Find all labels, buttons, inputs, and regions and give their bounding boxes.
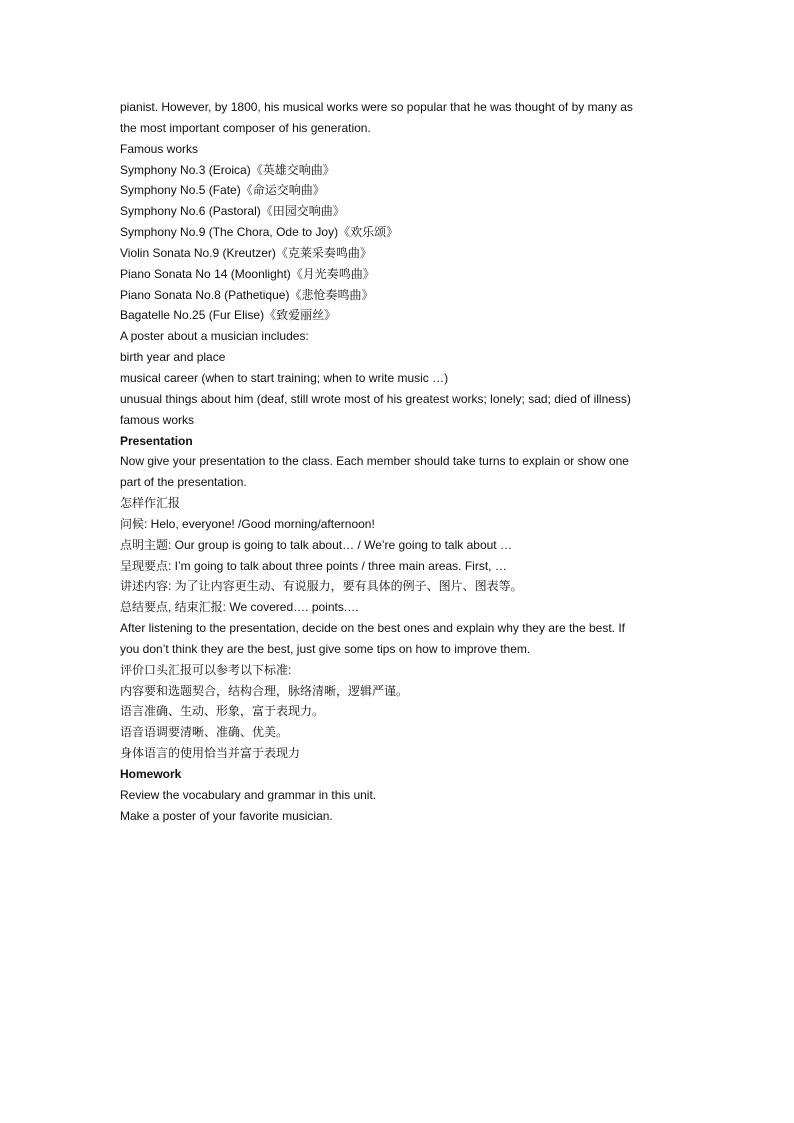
after-text-line: After listening to the presentation, decide on the best ones and explain why they are the best. If	[120, 621, 625, 636]
homework-item: Review the vocabulary and grammar in this unit.	[120, 787, 377, 802]
presentation-text-line: part of the presentation.	[120, 475, 247, 490]
homework-heading: Homework	[120, 767, 182, 781]
presentation-text-line: Now give your presentation to the class. Each member should take turns to explain or show one	[120, 454, 629, 469]
criteria-item: 身体语言的使用恰当并富于表现力	[120, 746, 301, 761]
work-item: Violin Sonata No.9 (Kreutzer)《克莱采奏鸣曲》	[120, 245, 372, 260]
criteria-item: 语音语调要清晰、准确、优美。	[120, 725, 289, 740]
work-item: Symphony No.3 (Eroica)《英雄交响曲》	[120, 162, 335, 177]
how-to-item: 讲述内容: 为了让内容更生动、有说服力，要有具体的例子、图片、图表等。	[120, 579, 523, 594]
criteria-heading: 评价口头汇报可以参考以下标准:	[120, 662, 292, 677]
how-to-item: 呈现要点: I’m going to talk about three points / three main areas. First, …	[120, 558, 507, 573]
after-text-line: you don’t think they are the best, just give some tips on how to improve them.	[120, 641, 531, 656]
poster-item: unusual things about him (deaf, still wrote most of his greatest works; lonely; sad; died of illness)	[120, 391, 631, 406]
intro-line-1: pianist. However, by 1800, his musical works were so popular that he was thought of by many as	[120, 100, 633, 114]
how-to-item: 总结要点, 结束汇报: We covered…. points.…	[120, 600, 360, 615]
intro-line-2: the most important composer of his generation.	[120, 120, 371, 135]
poster-item: famous works	[120, 412, 195, 427]
document-page	[120, 97, 680, 827]
work-item: Bagatelle No.25 (Fur Elise)《致爱丽丝》	[120, 308, 337, 323]
work-item: Symphony No.9 (The Chora, Ode to Joy)《欢乐颂》	[120, 225, 399, 240]
work-item: Piano Sonata No 14 (Moonlight)《月光奏鸣曲》	[120, 266, 375, 281]
poster-item: birth year and place	[120, 350, 226, 365]
famous-works-heading: Famous works	[120, 141, 199, 156]
homework-item: Make a poster of your favorite musician.	[120, 808, 333, 823]
work-item: Symphony No.6 (Pastoral)《田园交响曲》	[120, 204, 345, 219]
how-to-item: 点明主题: Our group is going to talk about… / We’re going to talk about …	[120, 537, 512, 552]
how-to-heading: 怎样作汇报	[120, 496, 181, 511]
poster-intro: A poster about a musician includes:	[120, 329, 309, 344]
criteria-item: 内容要和选题契合，结构合理，脉络清晰，逻辑严谨。	[120, 683, 409, 698]
work-item: Piano Sonata No.8 (Pathetique)《悲怆奏鸣曲》	[120, 287, 374, 302]
how-to-item: 问候: Helo, everyone! /Good morning/afternoon!	[120, 516, 375, 531]
criteria-item: 语言准确、生动、形象，富于表现力。	[120, 704, 325, 719]
work-item: Symphony No.5 (Fate)《命运交响曲》	[120, 183, 325, 198]
poster-item: musical career (when to start training; when to write music …)	[120, 370, 449, 385]
presentation-heading: Presentation	[120, 433, 193, 448]
